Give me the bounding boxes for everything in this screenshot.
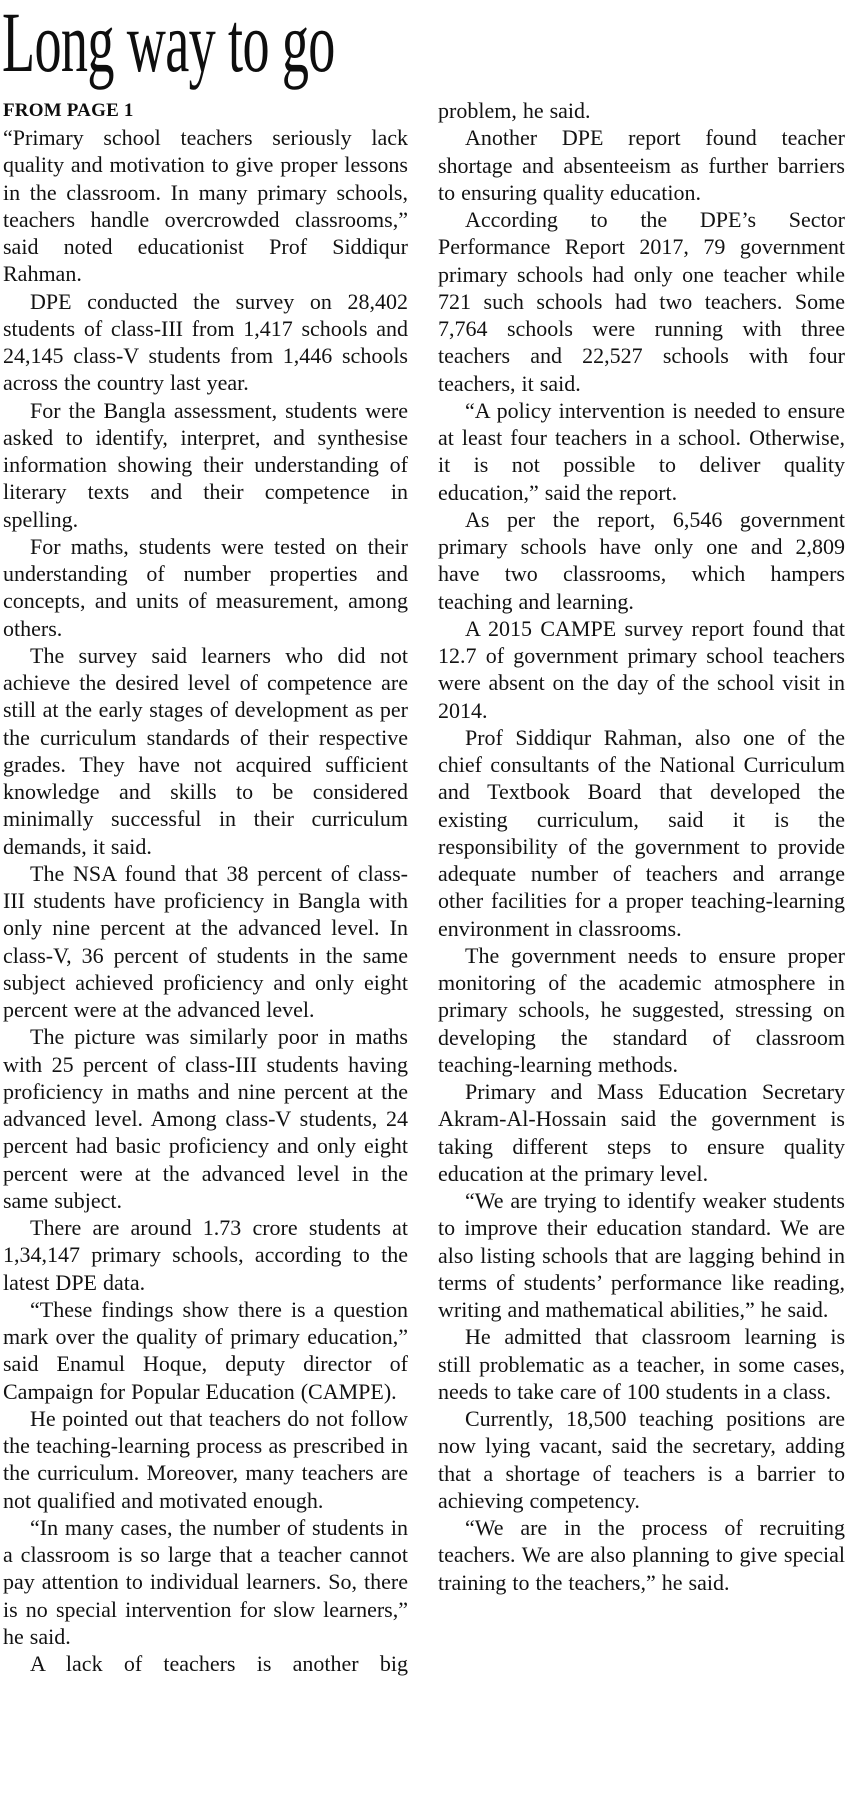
article-paragraph: “A policy intervention is needed to ensure at least four teachers in a school. Otherwise, it is not possible to deliver quality education,” said the report.: [438, 397, 845, 505]
article-paragraph: For maths, students were tested on their understanding of number properties and concepts, and units of measurement, among others.: [3, 533, 408, 641]
article-paragraph: A 2015 CAMPE survey report found that 12.7 of government primary school teachers were absent on the day of the school visit in 2014.: [438, 615, 845, 723]
article-paragraph: The survey said learners who did not achieve the desired level of competence are still at the early stages of development as per the curriculum standards of their respective grades. They have not acquired sufficient knowledge and skills to be considered minimally successful in their curriculum demands, it said.: [3, 642, 408, 859]
article-paragraph: DPE conducted the survey on 28,402 students of class-III from 1,417 schools and 24,145 class-V students from 1,446 schools across the country last year.: [3, 288, 408, 396]
article-paragraph: problem, he said.: [438, 98, 591, 123]
column-left-paragraphs: [3, 124, 408, 1677]
article-paragraph: The NSA found that 38 percent of class-III students have proficiency in Bangla with only nine percent at the advanced level. In class-V, 36 percent of students in the same subject achieved proficiency and only eight percent were at the advanced level.: [3, 860, 408, 1022]
article-paragraph: According to the DPE’s Sector Performance Report 2017, 79 government primary schools had only one teacher while 721 such schools had two teachers. Some 7,764 schools were running with three teachers and 22,527 schools with four teachers, it said.: [438, 207, 845, 396]
article-paragraph: Another DPE report found teacher shortage and absenteeism as further barriers to ensuring quality education.: [438, 125, 845, 205]
column-right-paragraphs: [438, 97, 845, 1596]
article-paragraph: “We are trying to identify weaker students to improve their education standard. We are also listing schools that are lagging behind in terms of students’ performance like reading, writing and mathematical abilities,” he said.: [438, 1188, 845, 1322]
article-column-left: [3, 97, 408, 1677]
article-column-right: [438, 97, 845, 1596]
article-paragraph: There are around 1.73 crore students at 1,34,147 primary schools, according to the latest DPE data.: [3, 1215, 408, 1295]
article-paragraph: “We are in the process of recruiting teachers. We are also planning to give special training to the teachers,” he said.: [438, 1515, 845, 1595]
article-paragraph: The picture was similarly poor in maths with 25 percent of class-III students having proficiency in maths and nine percent at the advanced level. Among class-V students, 24 percent had basic proficiency and only eight percent were at the advanced level in the same subject.: [3, 1024, 408, 1213]
article-paragraph: The government needs to ensure proper monitoring of the academic atmosphere in primary schools, he suggested, stressing on developing the standard of classroom teaching-learning methods.: [438, 942, 845, 1077]
article-paragraph: He admitted that classroom learning is still problematic as a teacher, in some cases, needs to take care of 100 students in a class.: [438, 1324, 845, 1404]
article-paragraph: “These findings show there is a question mark over the quality of primary education,” said Enamul Hoque, deputy director of Campaign for Popular Education (CAMPE).: [3, 1296, 408, 1404]
article-paragraph: A lack of teachers is another big: [30, 1651, 408, 1676]
article-headline: Long way to go: [2, 0, 335, 90]
article-body: [3, 97, 845, 1797]
continued-from-page-label: FROM PAGE 1: [3, 100, 134, 121]
article-paragraph: As per the report, 6,546 government primary schools have only one and 2,809 have two classrooms, which hampers teaching and learning.: [438, 506, 845, 614]
article-paragraph: He pointed out that teachers do not follow the teaching-learning process as prescribed in the curriculum. Moreover, many teachers are not qualified and motivated enough.: [3, 1405, 408, 1513]
article-paragraph: Prof Siddiqur Rahman, also one of the chief consultants of the National Curriculum and Textbook Board that developed the existing curriculum, said it is the responsibility of the government to provide adequate number of teachers and arrange other facilities for a proper teaching-learning environment in classrooms.: [438, 724, 845, 941]
article-paragraph: Primary and Mass Education Secretary Akram-Al-Hossain said the government is taking different steps to ensure quality education at the primary level.: [438, 1079, 845, 1186]
article-paragraph: “In many cases, the number of students in a classroom is so large that a teacher cannot pay attention to individual learners. So, there is no special intervention for slow learners,” he said.: [3, 1514, 408, 1649]
article-paragraph: “Primary school teachers seriously lack quality and motivation to give proper lessons in the classroom. In many primary schools, teachers handle overcrowded classrooms,” said noted educationist Prof Siddiqur Rahman.: [3, 125, 408, 287]
article-paragraph: For the Bangla assessment, students were asked to identify, interpret, and synthesise information showing their understanding of literary texts and their competence in spelling.: [3, 397, 408, 532]
article-paragraph: Currently, 18,500 teaching positions are now lying vacant, said the secretary, adding that a shortage of teachers is a barrier to achieving competency.: [438, 1406, 845, 1513]
